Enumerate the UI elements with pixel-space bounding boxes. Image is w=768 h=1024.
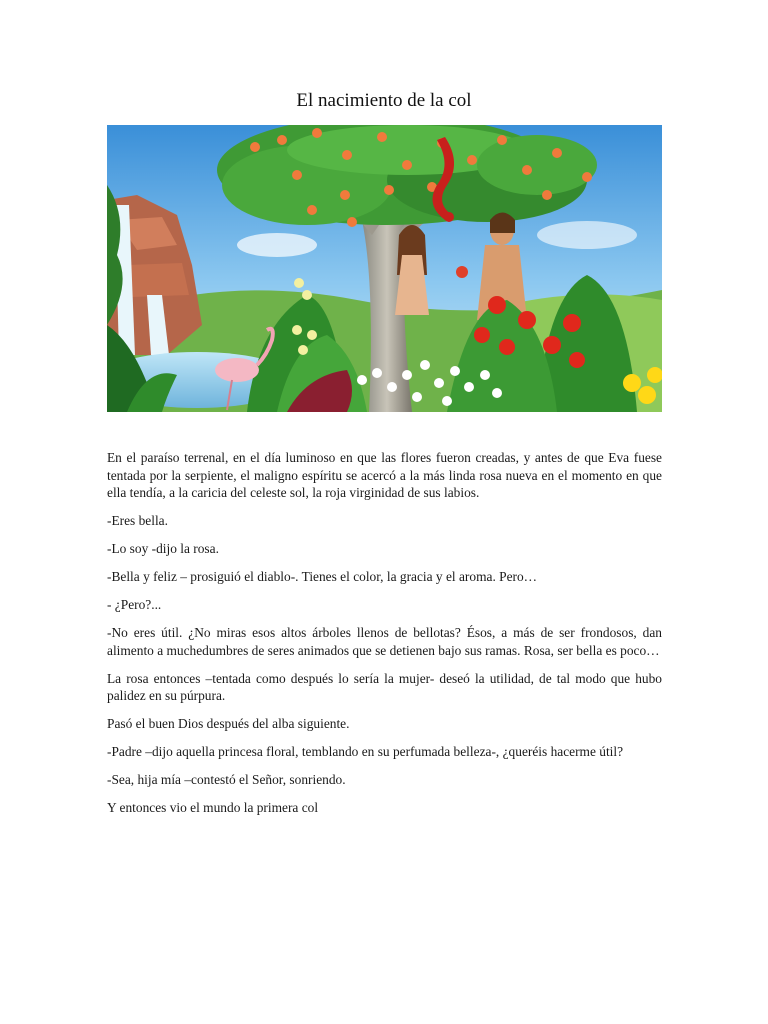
garden-of-eden-illustration-icon	[107, 125, 662, 412]
paragraph: Pasó el buen Dios después del alba siguiente.	[107, 716, 350, 731]
paragraph: -Bella y feliz – prosiguió el diablo-. Tienes el color, la gracia y el aroma. Pero…	[107, 569, 538, 584]
page-title: El nacimiento de la col	[296, 90, 472, 111]
garden-of-eden-illustration	[107, 125, 662, 412]
paragraph: - ¿Pero?...	[107, 597, 162, 612]
story-body	[107, 449, 662, 827]
paragraph: -Sea, hija mía –contestó el Señor, sonriendo.	[107, 772, 346, 787]
paragraph: En el paraíso terrenal, en el día luminoso en que las flores fueron creadas, y antes de que Eva fuese tentada por la serpiente, el maligno espíritu se acercó a la más linda rosa nueva en el momento en que ella tendía, a la caricia del celeste sol, la roja virginidad de sus labios.	[107, 450, 662, 500]
paragraph: -No eres útil. ¿No miras esos altos árboles llenos de bellotas? Ésos, a más de ser frondosos, dan alimento a muchedumbres de seres animados que se detienen bajo sus ramas. Rosa, ser bella es poco…	[107, 625, 662, 658]
paragraph: Y entonces vio el mundo la primera col	[107, 800, 319, 815]
paragraph: -Lo soy -dijo la rosa.	[107, 541, 219, 556]
paragraph: La rosa entonces –tentada como después lo sería la mujer- deseó la utilidad, de tal modo que hubo palidez en su púrpura.	[107, 670, 662, 703]
paragraph: -Padre –dijo aquella princesa floral, temblando en su perfumada belleza-, ¿queréis hacerme útil?	[107, 744, 624, 759]
paragraph: -Eres bella.	[107, 513, 168, 528]
